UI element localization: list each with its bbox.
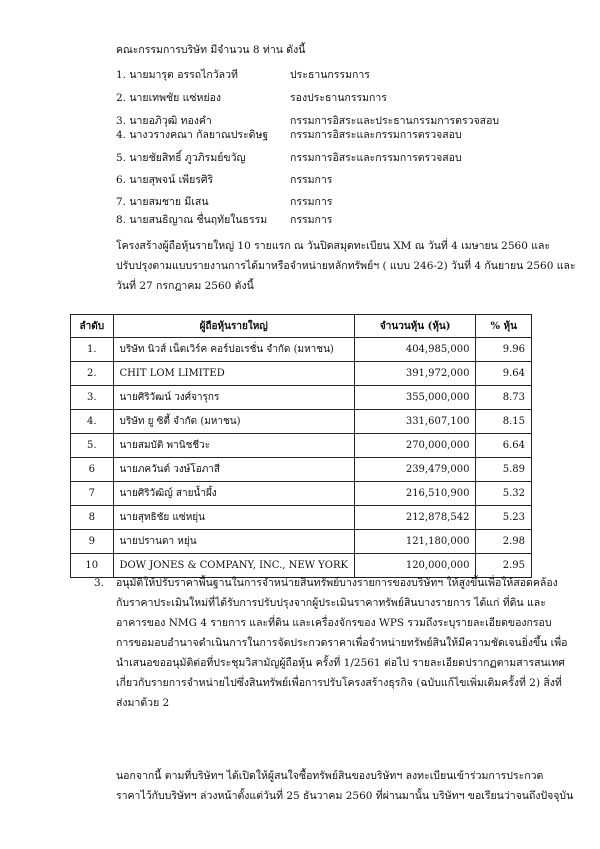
- item3-line: เกี่ยวกับรายการจำหน่ายไปซึ่งสินทรัพย์เพื่อการปรับโครงสร้างธุรกิจ (ฉบับแก้ไขเพิ่มเติมครั้งที่ 2) สิ่งที่: [116, 677, 562, 689]
- shareholder-table: [70, 314, 532, 578]
- cell-pct: 8.73: [476, 386, 532, 410]
- item3-line: กับราคาประเมินใหม่ที่ได้รับการปรับปรุงจากผู้ประเมินราคาทรัพย์สินบางรายการ ได้แก่ ที่ดิน และ: [116, 597, 546, 609]
- cell-name: นายปรานดา หยุ่น: [113, 530, 354, 554]
- table-row: [71, 362, 532, 386]
- member-name: 5. นายชัยสิทธิ์ ภูวภิรมย์ขวัญ: [116, 152, 246, 164]
- member-name: 3. นายอภิวุฒิ ทองคำ: [116, 115, 212, 127]
- closing-line: นอกจากนี้ ตามที่บริษัทฯ ได้เปิดให้ผู้สนใจซื้อทรัพย์สินของบริษัทฯ ลงทะเบียนเข้าร่วมการประกวด: [116, 770, 544, 782]
- closing-line: ราคาไว้กับบริษัทฯ ล่วงหน้าตั้งแต่วันที่ 25 ธันวาคม 2560 ที่ผ่านมานั้น บริษัทฯ ขอเรียนว่าจนถึงปัจจุบัน: [116, 790, 574, 802]
- member-role: กรรมการอิสระและกรรมการตรวจสอบ: [290, 152, 462, 164]
- item3-paragraph: [116, 573, 568, 713]
- cell-shares: 212,878,542: [354, 506, 476, 530]
- cell-pct: 5.89: [476, 458, 532, 482]
- member-role: กรรมการ: [290, 214, 333, 226]
- table-row: [71, 386, 532, 410]
- header-rank: ลำดับ: [71, 315, 114, 338]
- board-member: [116, 151, 536, 165]
- cell-shares: 355,000,000: [354, 386, 476, 410]
- table-row: [71, 530, 532, 554]
- member-role: รองประธานกรรมการ: [290, 92, 387, 104]
- cell-shares: 120,000,000: [354, 554, 476, 578]
- board-member: [116, 173, 536, 187]
- cell-rank: 5.: [71, 434, 114, 458]
- cell-pct: 5.32: [476, 482, 532, 506]
- cell-pct: 2.95: [476, 554, 532, 578]
- table-row: [71, 434, 532, 458]
- cell-rank: 4.: [71, 410, 114, 434]
- header-pct: % หุ้น: [476, 315, 532, 338]
- cell-rank: 2.: [71, 362, 114, 386]
- table-row: [71, 506, 532, 530]
- cell-rank: 3.: [71, 386, 114, 410]
- cell-pct: 6.64: [476, 434, 532, 458]
- board-member: [116, 213, 536, 227]
- member-role: กรรมการอิสระและกรรมการตรวจสอบ: [290, 129, 462, 141]
- table-row: [71, 410, 532, 434]
- table-row: [71, 458, 532, 482]
- member-role: กรรมการอิสระและประธานกรรมการตรวจสอบ: [290, 115, 500, 127]
- closing-paragraph: [116, 766, 573, 806]
- board-member: [116, 91, 536, 105]
- table-row: [71, 482, 532, 506]
- cell-pct: 9.96: [476, 338, 532, 362]
- member-name: 2. นายเทพชัย แซ่หย่อง: [116, 92, 222, 104]
- member-name: 6. นายสุพจน์ เพียรศิริ: [116, 174, 214, 186]
- member-name: 4. นางวรางคณา กัลยาณประดิษฐ: [116, 129, 269, 141]
- cell-name: บริษัท ยู ซิตี้ จำกัด (มหาชน): [113, 410, 354, 434]
- member-role: กรรมการ: [290, 196, 333, 208]
- cell-pct: 2.98: [476, 530, 532, 554]
- item3-line: การขอมอบอำนาจดำเนินการในการจัดประกวดราคาเพื่อจำหน่ายทรัพย์สินให้มีความชัดเจนยิ่งขึ้น เพื่อ: [116, 637, 568, 649]
- cell-pct: 5.23: [476, 506, 532, 530]
- item3-line: อนุมัติให้ปรับราคาพื้นฐานในการจำหน่ายสินทรัพย์บางรายการของบริษัทฯ ให้สูงขึ้นเพื่อให้สอดคล้อง: [116, 577, 558, 589]
- cell-shares: 270,000,000: [354, 434, 476, 458]
- cell-shares: 239,479,000: [354, 458, 476, 482]
- board-member: [116, 195, 536, 209]
- table-header-row: [71, 315, 532, 338]
- board-heading: คณะกรรมการบริษัท มีจำนวน 8 ท่าน ดังนี้: [116, 44, 306, 56]
- item-number: 3.: [94, 577, 105, 589]
- item3-line: อาคารของ NMG 4 รายการ และที่ดิน และเครื่องจักรของ WPS รวมถึงระบุรายละเอียดของกรอบ: [116, 617, 552, 629]
- board-member: [116, 68, 536, 82]
- cell-rank: 10: [71, 554, 114, 578]
- intro-line: ปรับปรุงตามแบบรายงานการได้มาหรือจำหน่ายหลักทรัพย์ฯ ( แบบ 246-2) วันที่ 4 กันยายน 2560 และ: [116, 260, 576, 272]
- header-shares: จำนวนหุ้น (หุ้น): [354, 315, 476, 338]
- cell-name: CHIT LOM LIMITED: [113, 362, 354, 386]
- cell-shares: 216,510,900: [354, 482, 476, 506]
- cell-rank: 1.: [71, 338, 114, 362]
- cell-name: นายศิริวัฒิญ์ สายน้ำผึ้ง: [113, 482, 354, 506]
- shareholder-intro: [116, 236, 576, 296]
- intro-line: วันที่ 27 กรกฎาคม 2560 ดังนี้: [116, 280, 254, 292]
- cell-rank: 8: [71, 506, 114, 530]
- cell-pct: 9.64: [476, 362, 532, 386]
- cell-shares: 391,972,000: [354, 362, 476, 386]
- cell-name: DOW JONES & COMPANY, INC., NEW YORK: [113, 554, 354, 578]
- item3-line: ส่งมาด้วย 2: [116, 697, 170, 709]
- cell-rank: 7: [71, 482, 114, 506]
- cell-shares: 331,607,100: [354, 410, 476, 434]
- cell-name: นายสุทธิชัย แซ่หยุ่น: [113, 506, 354, 530]
- cell-rank: 6: [71, 458, 114, 482]
- cell-shares: 404,985,000: [354, 338, 476, 362]
- cell-rank: 9: [71, 530, 114, 554]
- cell-name: นายภควันต์ วงษ์โอภาสี: [113, 458, 354, 482]
- cell-name: บริษัท นิวส์ เน็ตเวิร์ค คอร์ปอเรชั่น จำกัด (มหาชน): [113, 338, 354, 362]
- member-name: 8. นายสนธิญาณ ชื่นฤทัยในธรรม: [116, 214, 268, 226]
- cell-shares: 121,180,000: [354, 530, 476, 554]
- cell-name: นายศิริวัฒน์ วงศ์จารุกร: [113, 386, 354, 410]
- cell-pct: 8.15: [476, 410, 532, 434]
- member-name: 7. นายสมชาย มีเสน: [116, 196, 209, 208]
- cell-name: นายสมบัติ พานิชชีวะ: [113, 434, 354, 458]
- board-member: [116, 128, 536, 142]
- board-member: [116, 114, 536, 128]
- header-name: ผู้ถือหุ้นรายใหญ่: [113, 315, 354, 338]
- member-name: 1. นายมารุต อรรถไกวัลวที: [116, 69, 238, 81]
- item3-line: นำเสนอขออนุมัติต่อที่ประชุมวิสามัญผู้ถือหุ้น ครั้งที่ 1/2561 ต่อไป รายละเอียดปรากฏตามสารสนเทศ: [116, 657, 565, 669]
- intro-line: โครงสร้างผู้ถือหุ้นรายใหญ่ 10 รายแรก ณ วันปิดสมุดทะเบียน XM ณ วันที่ 4 เมษายน 2560 และ: [116, 240, 551, 252]
- member-role: กรรมการ: [290, 174, 333, 186]
- member-role: ประธานกรรมการ: [290, 69, 370, 81]
- table-row: [71, 338, 532, 362]
